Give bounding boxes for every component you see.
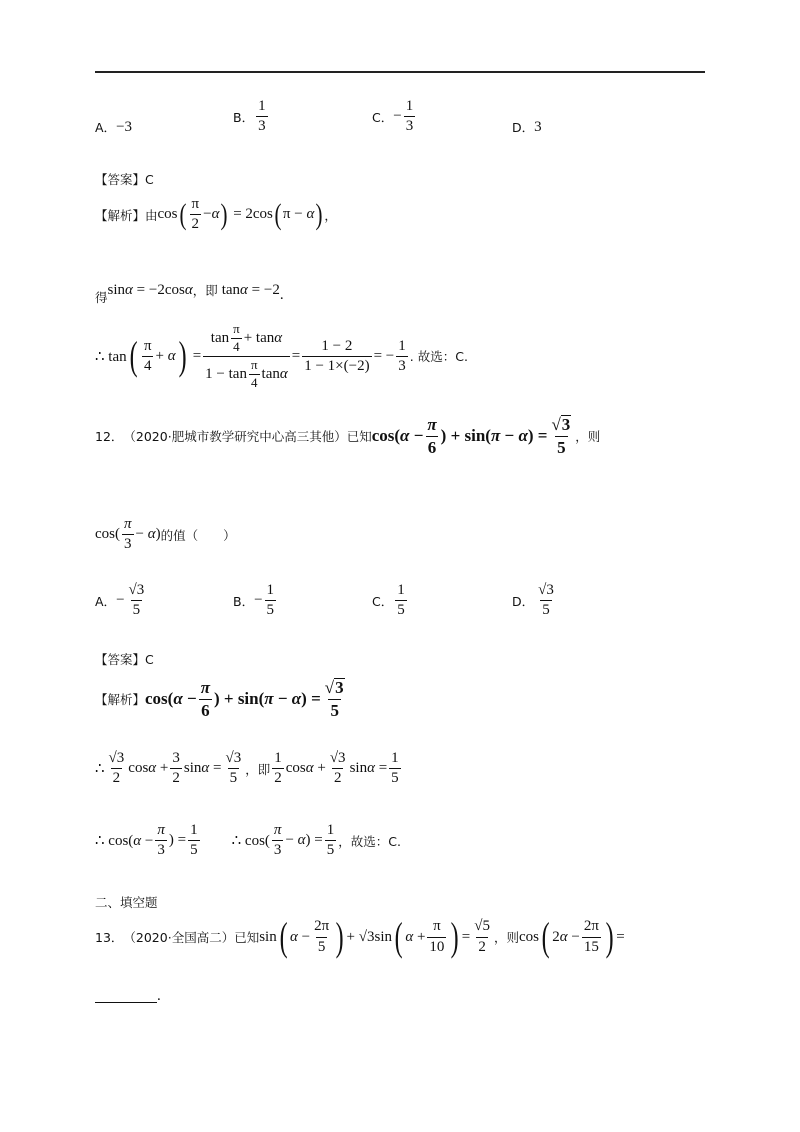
q11-analysis-step2: 得 sinα = −2cosα ，即 tanα = −2 . bbox=[95, 281, 284, 305]
blank-line[interactable] bbox=[95, 990, 157, 1003]
q12-option-b: B． − $\frac{1}{5}$ bbox=[233, 582, 275, 619]
q12-option-d: D． $\frac{√3}{5}$ bbox=[512, 582, 554, 619]
q13-stem: 13． （2020·全国高二）已知 sin ( α − $\frac{2\pi}{5}$ ) + √3sin ( α + $\frac{\pi}{10}$ ) = $\frac{√5}{2}$ ，则 cos ( 2α − $\frac{2\pi}{15}$ ) = bbox=[95, 914, 625, 959]
q11-analysis-step3: ∴ tan ( $\frac{\pi}{4}$ + α ) = tan $\frac{\pi}{4}$ + tan α 1 − tan $\frac{\pi}{4}$ tan α = $\frac{1 - 2}{1 - 1\times(-2)}$ = − $\frac{1}{3}$ . 故选：C. bbox=[95, 321, 468, 390]
q12-answer: 【答案】C bbox=[95, 652, 154, 667]
q11-answer: 【答案】C bbox=[95, 172, 154, 187]
q12-analysis-step3: ∴ cos(α − $\frac{\pi}{3}$ ) = $\frac{1}{5}$ ∴ cos( $\frac{\pi}{3}$ − α) = $\frac{1}{5}$ ，故选：C. bbox=[95, 822, 401, 859]
section-title-fill-in: 二、填空题 bbox=[95, 895, 158, 910]
header-rule bbox=[95, 71, 705, 73]
q12-analysis-step1: 【解析】 cos(α − $\frac{\pi}{6}$ ) + sin(π − α) = √ 3 5 bbox=[95, 678, 344, 720]
q11-option-a: A． −3 bbox=[95, 118, 133, 135]
q12-analysis-step2: ∴ $\frac{√3}{2}$ cosα + $\frac{3}{2}$ sinα = $\frac{√3}{5}$ ，即 $\frac{1}{2}$ cosα + $\frac{√3}{2}$ sinα = $\frac{1}{5}$ bbox=[95, 750, 399, 787]
q11-option-d: D． 3 bbox=[512, 118, 542, 135]
q12-option-a: A． − $\frac{√3}{5}$ bbox=[95, 582, 145, 619]
q11-analysis-step1: 【解析】由 cos ( $\frac{\pi}{2}$ −α ) = 2cos ( π − α ) ， bbox=[95, 196, 337, 233]
q12-option-c: C． $\frac{1}{5}$ bbox=[372, 582, 405, 619]
q11-option-c: C． − $\frac{1}{3}$ bbox=[372, 98, 414, 135]
q11-option-b: B． $\frac{1}{3}$ bbox=[233, 98, 266, 135]
q12-question: cos( $\frac{\pi}{3}$ − α) 的值（ ） bbox=[95, 516, 236, 553]
q13-answer-blank[interactable]: . bbox=[95, 988, 161, 1005]
q12-stem: 12． （2020·肥城市教学研究中心高三其他）已知 cos(α − $\frac{\pi}{6}$ ) + sin(π − α) = √ 3 5 ，则 bbox=[95, 415, 601, 457]
